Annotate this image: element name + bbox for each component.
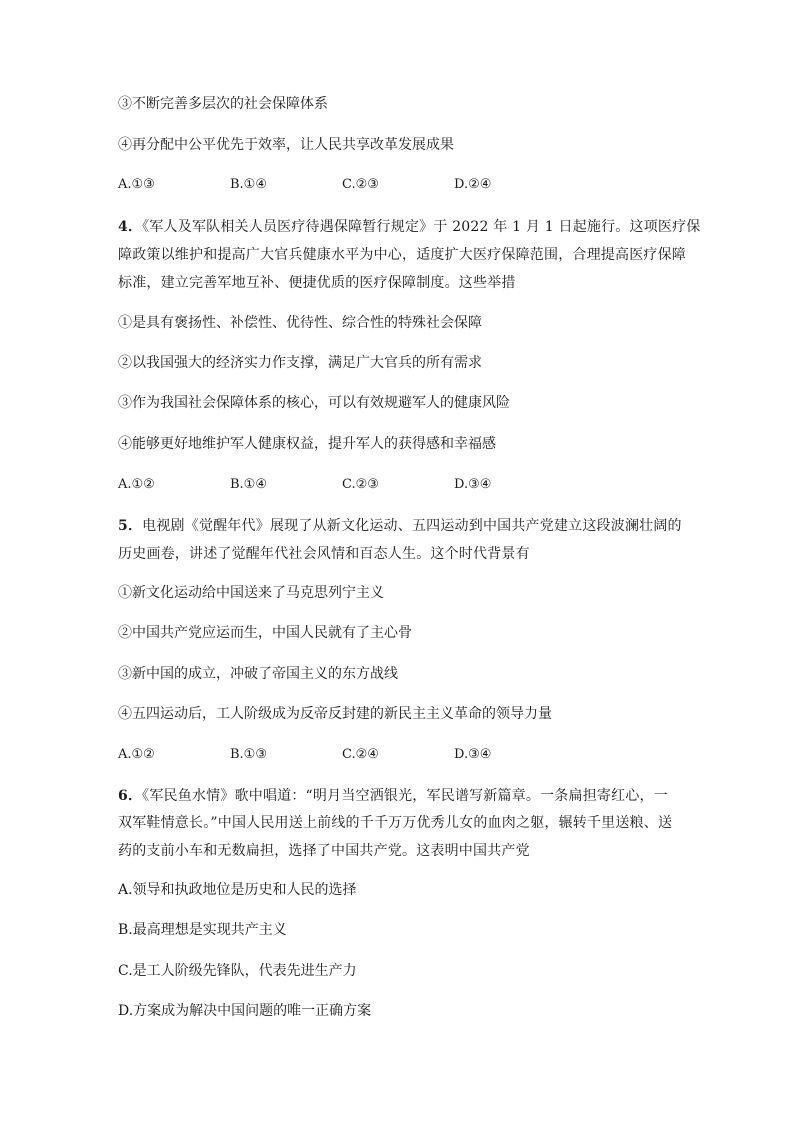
q6-number: 6． bbox=[118, 788, 143, 804]
q3-item-3: ③不断完善多层次的社会保障体系 bbox=[118, 96, 328, 112]
q5-stem-line-2: 历史画卷，讲述了觉醒年代社会风情和百态人生。这个时代背景有 bbox=[118, 546, 530, 562]
q6-choice-d: D.方案成为解决中国问题的唯一正确方案 bbox=[118, 1003, 372, 1019]
q4-options bbox=[118, 475, 678, 495]
q6-choice-c: C.是工人阶级先锋队，代表先进生产力 bbox=[118, 963, 357, 979]
q5-number: 5． bbox=[118, 518, 143, 534]
q5-options bbox=[118, 745, 678, 765]
q4-item-1: ①是具有褒扬性、补偿性、优待性、综合性的特殊社会保障 bbox=[118, 315, 482, 331]
q3-option-d: D.②④ bbox=[454, 177, 492, 192]
q4-number: 4． bbox=[118, 219, 143, 235]
q6-stem-line-1: 6．《军民鱼水情》歌中唱道：“明月当空洒银光，军民谱写新篇章。一条扁担寄红心，一 bbox=[118, 788, 668, 804]
q5-item-4: ④五四运动后，工人阶级成为反帝反封建的新民主主义革命的领导力量 bbox=[118, 706, 552, 722]
q5-stem-line-1: 5．电视剧《觉醒年代》展现了从新文化运动、五四运动到中国共产党建立这段波澜壮阔的 bbox=[118, 518, 682, 534]
q4-option-c: C.②③ bbox=[342, 477, 379, 492]
q5-option-d: D.③④ bbox=[454, 747, 492, 762]
q4-stem-line-3: 标准，建立完善军地互补、便捷优质的医疗保障制度。这些举措 bbox=[118, 275, 516, 291]
q3-item-4: ④再分配中公平优先于效率，让人民共享改革发展成果 bbox=[118, 137, 454, 153]
q4-option-b: B.①④ bbox=[230, 477, 267, 492]
q3-options bbox=[118, 175, 678, 195]
q5-option-b: B.①③ bbox=[230, 747, 267, 762]
q6-choice-b: B.最高理想是实现共产主义 bbox=[118, 922, 287, 938]
q5-option-a: A.①② bbox=[118, 747, 155, 762]
q4-stem-line-2: 障政策以维护和提高广大官兵健康水平为中心，适度扩大医疗保障范围，合理提高医疗保障 bbox=[118, 247, 686, 263]
q4-option-a: A.①② bbox=[118, 477, 155, 492]
q4-item-3: ③作为我国社会保障体系的核心，可以有效规避军人的健康风险 bbox=[118, 395, 510, 411]
q5-item-1: ①新文化运动给中国送来了马克思列宁主义 bbox=[118, 585, 384, 601]
q6-stem-line-3: 药的支前小车和无数扁担，选择了中国共产党。这表明中国共产党 bbox=[118, 843, 530, 859]
q5-option-c: C.②④ bbox=[342, 747, 379, 762]
q6-choice-a: A.领导和执政地位是历史和人民的选择 bbox=[118, 882, 357, 898]
q5-item-2: ②中国共产党应运而生，中国人民就有了主心骨 bbox=[118, 625, 412, 641]
q4-item-2: ②以我国强大的经济实力作支撑，满足广大官兵的所有需求 bbox=[118, 355, 482, 371]
q3-option-a: A.①③ bbox=[118, 177, 155, 192]
q3-option-c: C.②③ bbox=[342, 177, 379, 192]
q4-option-d: D.③④ bbox=[454, 477, 492, 492]
q4-stem-line-1: 4．《军人及军队相关人员医疗待遇保障暂行规定》于 2022 年 1 月 1 日起施行。这项医疗保 bbox=[118, 219, 701, 235]
q4-item-4: ④能够更好地维护军人健康权益，提升军人的获得感和幸福感 bbox=[118, 436, 496, 452]
q6-stem-line-2: 双军鞋情意长。”中国人民用送上前线的千千万万优秀儿女的血肉之躯，辗转千里送粮、送 bbox=[118, 815, 673, 831]
q3-option-b: B.①④ bbox=[230, 177, 267, 192]
q5-item-3: ③新中国的成立，冲破了帝国主义的东方战线 bbox=[118, 666, 398, 682]
